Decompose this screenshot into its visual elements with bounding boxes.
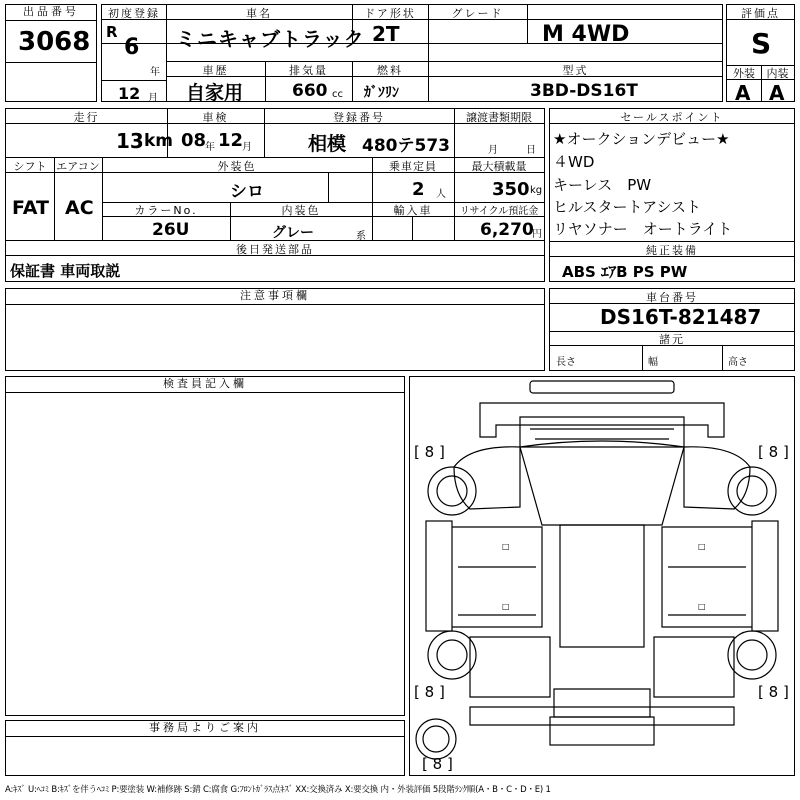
tyre-mark-front-left: [ 8 ]: [414, 443, 445, 461]
svg-text:□: □: [698, 542, 706, 551]
spec-length: 長さ: [556, 357, 576, 368]
shift-label: シフト: [13, 160, 47, 173]
spec-height: 高さ: [728, 357, 748, 368]
car-name-value: ミニキャブトラック: [176, 27, 365, 51]
chassis-box: [549, 288, 795, 371]
legend-text: A:ｷｽﾞ U:ﾍｺﾐ B:ｷｽﾞを伴うﾍｺﾐ P:要塗装 W:補修跡 S:錆 C:腐食 G:ﾌﾛﾝﾄｶﾞﾗｽ点ｷｽﾞ XX:交換済み X:要交換 内・外装評価 5段階ﾗﾝｸ順(A・B・C・D・E) 1: [5, 785, 551, 795]
aircon-value: AC: [65, 197, 94, 219]
office-box: [5, 720, 405, 776]
int-color-value: グレー: [272, 225, 314, 241]
import-label: 輸入車: [393, 204, 433, 217]
sales-point-item: リヤソナー オートライト: [553, 220, 733, 238]
max-load-label: 最大積載量: [471, 160, 527, 173]
history-label: 車歴: [202, 64, 229, 77]
notes-box: [5, 288, 545, 371]
car-body-diagram: [410, 377, 794, 775]
chassis-label: 車台番号: [646, 291, 698, 304]
inspection-label: 車検: [202, 111, 229, 124]
auction-no-value: 3068: [18, 27, 91, 57]
model-code-label: 型式: [562, 64, 589, 77]
car-name-label: 車名: [246, 7, 272, 20]
details-box: 走行 13 km 車検 08 年 12 月 登録番号 相模 480テ573 譲渡書類期限 月 日 シフト FAT エアコン AC 外装色 シロ 乗車定員 2 人 最大積載量 350 kg カラーNo. 26U 内装色 グレー 系 輸入車 リサイクル預託金 6,270 円 後日発送部品 保証書 車両取説: [5, 108, 545, 282]
inspection-year: 08: [181, 130, 207, 151]
sales-point-item: ４WD: [553, 153, 595, 171]
mileage-value: 13: [116, 129, 144, 153]
transfer-label: 譲渡書類期限: [466, 111, 532, 124]
tyre-mark-spare: [ 8 ]: [422, 755, 453, 773]
chassis-value: DS16T-821487: [600, 305, 762, 329]
sales-points-label: セールスポイント: [620, 111, 724, 124]
door-label: ドア形状: [364, 7, 416, 20]
score-box: 評価点 S 外装 内装 A A: [726, 4, 795, 102]
later-parts-label: 後日発送部品: [236, 243, 314, 256]
capacity-value: 2: [412, 179, 425, 200]
ext-color-label: 外装色: [217, 160, 257, 173]
fuel-value: ｶﾞｿﾘﾝ: [364, 85, 399, 101]
capacity-label: 乗車定員: [389, 160, 437, 173]
model-code-value: 3BD-DS16T: [530, 81, 638, 101]
plate-label: 登録番号: [333, 111, 385, 124]
aircon-label: エアコン: [56, 160, 100, 173]
inspection-month: 12: [218, 130, 244, 151]
shift-value: FAT: [12, 197, 49, 219]
tyre-mark-rear-left: [ 8 ]: [414, 683, 445, 701]
office-label: 事務局よりご案内: [6, 721, 404, 737]
first-reg-label: 初度登録: [108, 7, 160, 20]
displacement-value: 660: [292, 81, 328, 101]
ext-color-value: シロ: [230, 182, 264, 202]
svg-text:□: □: [502, 602, 510, 611]
plate-area: 相模: [308, 133, 347, 155]
svg-text:□: □: [698, 602, 706, 611]
grade-value: M 4WD: [542, 22, 630, 47]
first-reg-era: R: [106, 23, 118, 41]
vehicle-info-box: 初度登録 R 6 年 12 月 車名 ミニキャブトラック ドア形状 2T グレード M 4WD 車歴 自家用 排気量 660 cc 燃料 ｶﾞｿﾘﾝ 型式 3BD-DS16T: [101, 4, 723, 102]
genuine-equip-label: 純正装備: [646, 244, 698, 257]
sales-points-box: [549, 108, 795, 282]
tyre-mark-rear-right: [ 8 ]: [758, 683, 789, 701]
recycle-label: リサイクル預託金: [459, 206, 539, 217]
score-value: S: [751, 27, 772, 60]
first-reg-year: 6: [124, 35, 140, 60]
mileage-label: 走行: [73, 111, 100, 124]
first-reg-month: 12: [118, 84, 141, 103]
score-label: 評価点: [741, 7, 780, 20]
score-int: A: [769, 81, 785, 105]
inspector-box: [5, 376, 405, 716]
svg-text:□: □: [502, 542, 510, 551]
plate-number: 480テ573: [362, 136, 450, 156]
spec-width: 幅: [648, 357, 658, 368]
sales-point-item: ★オークションデビュー★: [553, 130, 730, 148]
sales-point-item: キーレス PW: [553, 176, 652, 194]
door-value: 2T: [372, 22, 400, 46]
auction-no-label: 出品番号: [6, 5, 96, 21]
color-no-value: 26U: [152, 220, 190, 240]
history-value: 自家用: [186, 82, 244, 104]
specs-label: 諸元: [659, 333, 685, 346]
fuel-label: 燃料: [377, 64, 403, 77]
score-ext: A: [735, 81, 751, 105]
recycle-value: 6,270: [480, 220, 534, 240]
displacement-label: 排気量: [289, 64, 328, 77]
notes-label: 注意事項欄: [6, 289, 544, 305]
auction-no-box: [5, 4, 97, 102]
int-color-label: 内装色: [281, 204, 321, 217]
car-diagram-box: [409, 376, 795, 776]
sales-point-item: ヒルスタートアシスト: [553, 198, 702, 216]
inspector-label: 検査員記入欄: [6, 377, 404, 393]
grade-label: グレード: [451, 7, 504, 20]
max-load-value: 350: [492, 179, 530, 200]
later-parts-value: 保証書 車両取説: [10, 262, 121, 280]
genuine-equip-value: ABS ｴｱB PS PW: [562, 263, 688, 281]
color-no-label: カラーNo.: [134, 204, 198, 217]
tyre-mark-front-right: [ 8 ]: [758, 443, 789, 461]
